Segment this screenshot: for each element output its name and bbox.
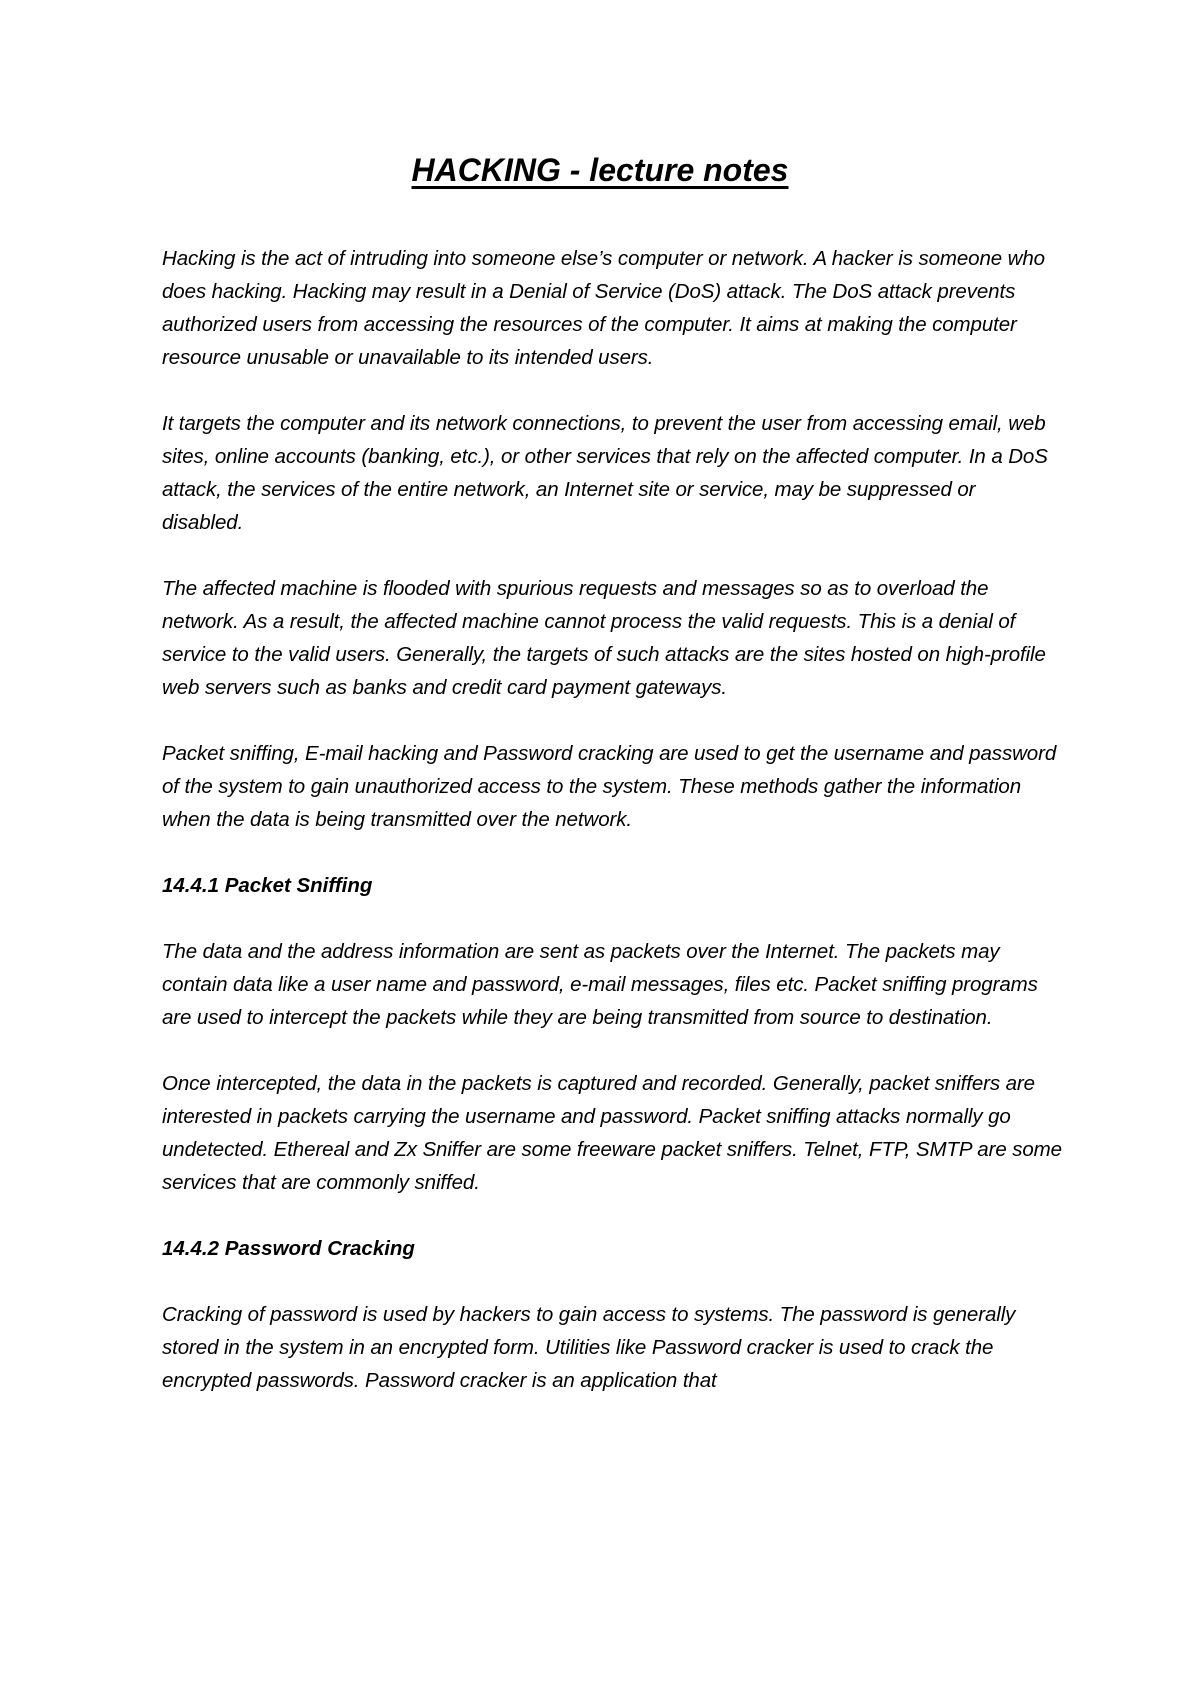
paragraph-password-cracking: Cracking of password is used by hackers to gain access to systems. The password is generally stored in the system in an encrypted form. Utilities like Password cracker is used to crack the encrypted passwords. Password cracker is an application that (162, 1303, 1016, 1392)
paragraph-sniffers: Once intercepted, the data in the packets is captured and recorded. Generally, packet sniffers are interested in packets carrying the username and password. Packet sniffing attacks normally go undetected. Ethereal and Zx Sniffer are some freeware packet sniffers. Telnet, FTP, SMTP are some services that are commonly sniffed. (162, 1072, 1062, 1194)
paragraph-intro: Hacking is the act of intruding into someone else’s computer or network. A hacker is someone who does hacking. Hacking may result in a Denial of Service (DoS) attack. The DoS attack prevents authorized users from accessing the resources of the computer. It aims at making the computer resource unusable or unavailable to its intended users. (162, 247, 1045, 369)
page-title: HACKING - lecture notes (411, 152, 789, 188)
paragraph-methods: Packet sniffing, E-mail hacking and Password cracking are used to get the username and password of the system to gain unauthorized access to the system. These methods gather the information when the data is being transmitted over the network. (162, 742, 1057, 831)
paragraph-packets: The data and the address information are sent as packets over the Internet. The packets may contain data like a user name and password, e-mail messages, files etc. Packet sniffing programs are used to intercept the packets while they are being transmitted from source to destination. (162, 940, 1038, 1029)
section-heading-password-cracking: 14.4.2 Password Cracking (162, 1237, 415, 1260)
document-body (162, 242, 1062, 1397)
paragraph-dos-targets: It targets the computer and its network connections, to prevent the user from accessing email, web sites, online accounts (banking, etc.), or other services that rely on the affected computer. In a DoS attack, the services of the entire network, an Internet site or service, may be suppressed or disabled. (162, 412, 1048, 534)
section-heading-packet-sniffing: 14.4.1 Packet Sniffing (162, 874, 373, 897)
paragraph-flooding: The affected machine is flooded with spurious requests and messages so as to overload the network. As a result, the affected machine cannot process the valid requests. This is a denial of service to the valid users. Generally, the targets of such attacks are the sites hosted on high-profile web servers such as banks and credit card payment gateways. (162, 577, 1046, 699)
